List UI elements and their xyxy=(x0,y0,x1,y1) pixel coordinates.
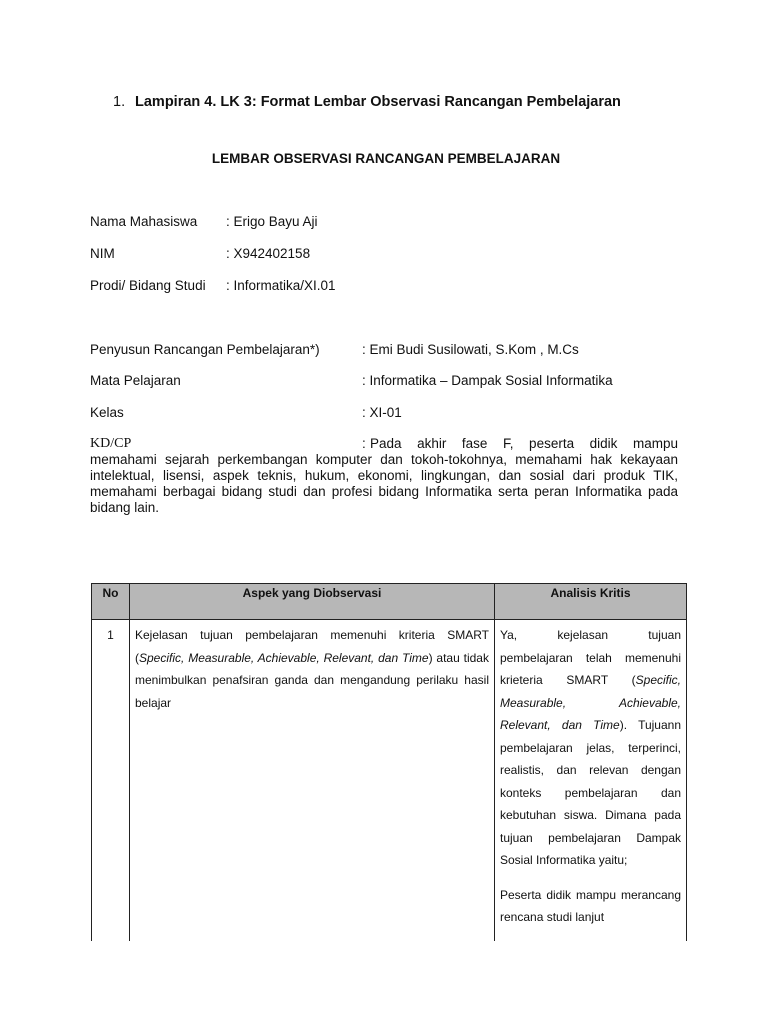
prodi-value: : Informatika/XI.01 xyxy=(226,278,336,293)
analysis-cell xyxy=(495,620,687,941)
author-value: : Emi Budi Susilowati, S.Kom , M.Cs xyxy=(362,342,579,357)
analysis-text-italic: Specific, Measurable, Achievable, Relevant, dan Time xyxy=(500,673,681,732)
aspect-text-b: ) atau tidak menimbulkan penafsiran ganda dan mengandung perilaku hasil belajar xyxy=(135,650,489,710)
analysis-text-b: ). Tujuann pembelajaran jelas, terperinci, realistis, dan relevan dengan konteks pembelajaran dan kebutuhan siswa. Dimana pada tujuan pembelajaran Dampak Sosial Informatika yaitu; xyxy=(500,718,681,867)
author-label: Penyusun Rancangan Pembelajaran*) xyxy=(90,342,320,357)
table-row xyxy=(92,620,687,941)
kd-cp-text: memahami sejarah perkembangan komputer dan tokoh-tokohnya, memahami hak kekayaan intelektual, lisensi, aspek teknis, hukum, ekonomi, lingkungan, dan sosial dari produk TIK, memahami berbagai bidang studi dan profesi bidang Informatika serta peran Informatika pada bidang lain. xyxy=(90,452,678,515)
header-aspect: Aspek yang Diobservasi xyxy=(130,584,495,620)
observation-table xyxy=(91,583,687,941)
aspect-text-a: Kejelasan tujuan pembelajaran memenuhi kriteria SMART ( xyxy=(135,628,489,665)
student-name-value: : Erigo Bayu Aji xyxy=(226,214,318,229)
analysis-paragraph-2: Peserta didik mampu merancang rencana studi lanjut xyxy=(500,887,681,924)
kd-cp-block xyxy=(90,436,678,516)
aspect-cell xyxy=(130,620,495,941)
nim-value: : X942402158 xyxy=(226,246,311,261)
table-header-row xyxy=(92,584,687,620)
class-label: Kelas xyxy=(90,405,124,420)
heading-text: Lampiran 4. LK 3: Format Lembar Observasi Rancangan Pembelajaran xyxy=(135,94,621,110)
nim-label: NIM xyxy=(90,246,115,261)
row-number: 1 xyxy=(92,620,130,941)
kd-cp-text-start: Pada akhir fase F, peserta didik mampu xyxy=(370,436,678,451)
header-no: No xyxy=(92,584,130,620)
class-value: : XI-01 xyxy=(362,405,402,420)
subject-label: Mata Pelajaran xyxy=(90,373,181,388)
heading-number: 1. xyxy=(113,94,126,110)
kd-cp-label: KD/CP xyxy=(90,436,132,451)
section-heading xyxy=(113,94,621,110)
student-name-label: Nama Mahasiswa xyxy=(90,214,198,229)
aspect-text-italic: Specific, Measurable, Achievable, Relevant, dan Time xyxy=(139,650,429,665)
subject-value: : Informatika – Dampak Sosial Informatika xyxy=(362,373,613,388)
document-title: LEMBAR OBSERVASI RANCANGAN PEMBELAJARAN xyxy=(211,151,561,166)
prodi-label: Prodi/ Bidang Studi xyxy=(90,278,206,293)
header-analysis: Analisis Kritis xyxy=(495,584,687,620)
analysis-text-a: Ya, kejelasan tujuan pembelajaran telah memenuhi krieteria SMART ( xyxy=(500,628,681,687)
kd-cp-colon: : xyxy=(362,436,366,451)
analysis-paragraph xyxy=(500,624,681,872)
